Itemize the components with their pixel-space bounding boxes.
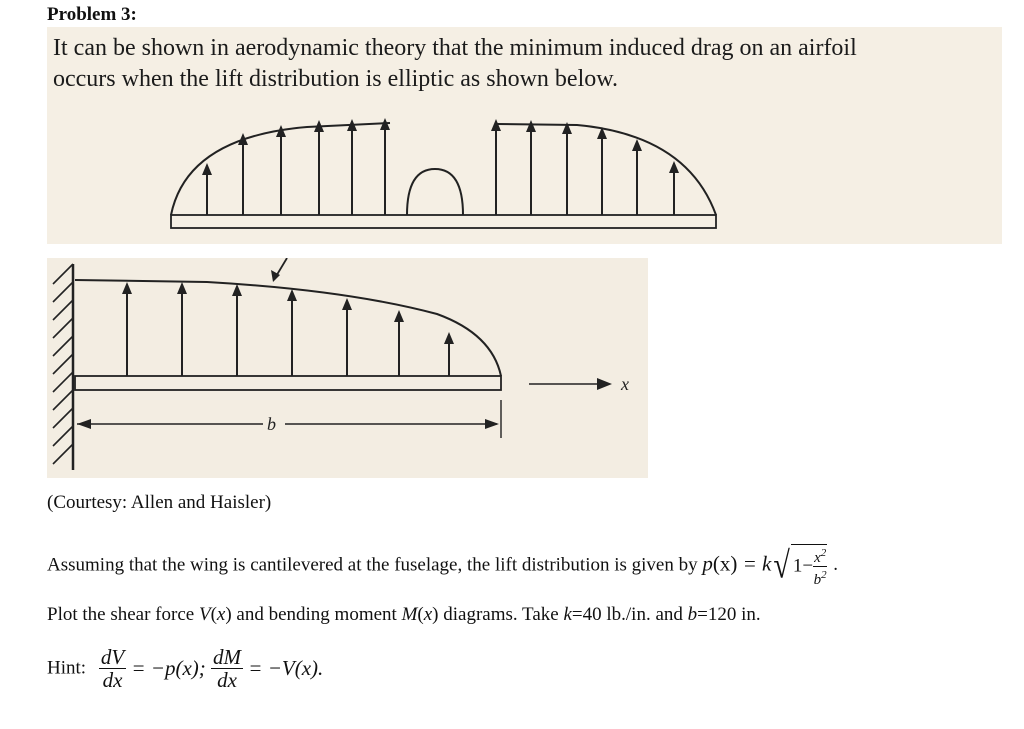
intro-line-2: occurs when the lift distribution is elliptic as shown below. <box>53 66 619 92</box>
right-lift-envelope <box>497 124 716 215</box>
plot-text-4: ( <box>417 604 424 625</box>
frac-den-exp: 2 <box>821 569 827 581</box>
fixed-support-hatch <box>53 264 73 470</box>
wing-beam <box>171 215 716 228</box>
sqrt-body <box>791 544 827 588</box>
frac-denominator: dx <box>102 668 123 692</box>
frac-den: b <box>813 572 822 588</box>
plot-instruction <box>47 604 761 626</box>
dimension-label-b: b <box>267 414 276 434</box>
plot-text-7: =120 in. <box>697 604 761 625</box>
statement-end: . <box>833 554 838 576</box>
x2-over-b2 <box>813 545 827 588</box>
hint-middle-1: = −p(x); <box>126 656 212 680</box>
symbol-V: V <box>198 604 211 625</box>
plot-text-2: ( <box>210 604 217 625</box>
dV-dx-fraction <box>99 646 126 691</box>
symbol-x: x <box>423 604 433 625</box>
hint-equations <box>47 646 323 691</box>
scanned-figure-1 <box>47 27 1002 244</box>
wing-beam <box>75 376 501 390</box>
frac-numerator: dV <box>100 645 125 669</box>
frac-num-exp: 2 <box>820 547 827 559</box>
plot-text-6: =40 lb./in. and <box>571 604 688 625</box>
figure-credit: (Courtesy: Allen and Haisler) <box>47 492 272 513</box>
cantilever-wing-diagram <box>47 258 648 478</box>
hint-label: Hint: <box>47 657 87 679</box>
statement-text: Assuming that the wing is cantilevered at the fuselage, the lift distribution is given by <box>47 554 698 576</box>
axis-label-x: x <box>621 374 629 394</box>
symbol-x: x <box>216 604 226 625</box>
frac-num: x <box>814 550 821 566</box>
p-argument: (x) <box>712 551 738 576</box>
symbol-b: b <box>687 604 698 625</box>
lift-envelope <box>75 280 501 376</box>
p-symbol: p <box>702 551 713 576</box>
one-minus: 1− <box>792 555 814 577</box>
plot-text-1: Plot the shear force <box>47 604 199 625</box>
intro-line-1: It can be shown in aerodynamic theory that the minimum induced drag on an airfoil <box>53 35 857 61</box>
fuselage-outline <box>407 169 463 215</box>
hint-middle-2: = −V(x). <box>243 656 324 680</box>
sqrt-sign: √ <box>773 544 790 586</box>
elliptic-lift-diagram <box>47 27 1002 244</box>
problem-heading: Problem 3: <box>47 4 137 25</box>
plot-text-3: ) and bending moment <box>225 604 402 625</box>
symbol-M: M <box>401 604 418 625</box>
dM-dx-fraction <box>211 646 243 691</box>
symbol-k: k <box>563 604 572 625</box>
lift-distribution-statement <box>47 544 838 588</box>
scanned-figure-2 <box>47 258 648 478</box>
equals-k: = k <box>737 551 772 576</box>
frac-denominator: dx <box>217 668 237 692</box>
plot-text-5: ) diagrams. Take <box>432 604 564 625</box>
frac-numerator: dM <box>213 645 242 669</box>
